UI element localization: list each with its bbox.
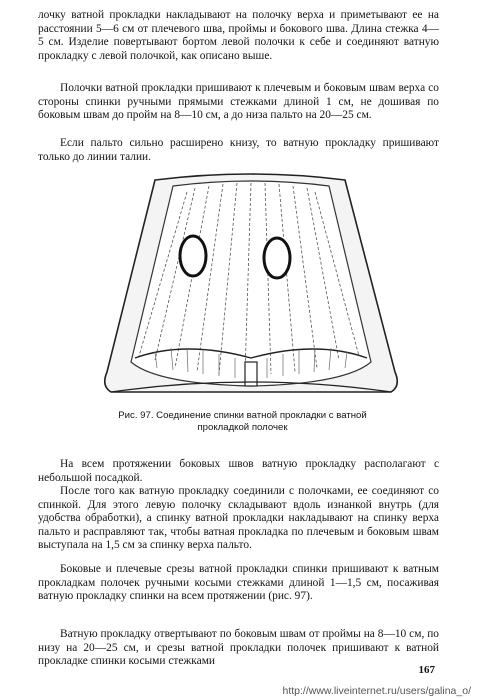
page-number: 167: [418, 664, 435, 676]
paragraph-5: После того как ватную прокладку соединили с полочками, ее соединяют со спинкой. Для этого левую полочку складывают вдоль изнанкой внутрь (для удобства обработки), а спинку ватной прокладки накладывают на спинку верха пальто и расправляют так, чтобы ватная прокладка по плечевым и боковым швам выступала на 1,5 см за спинку верха пальто.: [38, 485, 439, 552]
figure-caption: [70, 410, 415, 434]
coat-lining-drawing: [95, 172, 407, 404]
paragraph-3: Если пальто сильно расширено книзу, то ватную прокладку пришивают только до линии талии.: [38, 137, 439, 163]
caption-line-2: прокладкой полочек: [197, 422, 288, 433]
paragraph-4: На всем протяжении боковых швов ватную прокладку располагают с небольшой посадкой.: [38, 458, 439, 484]
caption-line-1: Рис. 97. Соединение спинки ватной прокладки с ватной: [118, 410, 367, 421]
paragraph-6: Боковые и плечевые срезы ватной прокладки спинки пришивают к ватным прокладкам полочек ручными косыми стежками длиной 1—1,5 см, посаживая ватную прокладку спинки на всем протяжении (рис. 97).: [38, 563, 439, 603]
figure-97-illustration: [95, 172, 407, 404]
paragraph-2: Полочки ватной прокладки пришивают к плечевым и боковым швам верха со стороны спинки ручными прямыми стежками длиной 1 см, не дошивая по боковым швам до пройм на 8—10 см, а до низа пальто на 20—25 см.: [38, 82, 439, 122]
paragraph-7: Ватную прокладку отвертывают по боковым швам от проймы на 8—10 см, по низу на 20—25 см, и срезы ватной прокладки полочек пришивают к ватной прокладке спинки косыми стежками: [38, 628, 439, 668]
watermark-url: http://www.liveinternet.ru/users/galina_o/: [282, 685, 471, 697]
paragraph-1: лочку ватной прокладки накладывают на полочку верха и приметывают ее на расстоянии 5—6 см от плечевого шва, проймы и бокового шва. Длина стежка 4—5 см. Изделие повертывают бортом левой полочки к себе и соединяют ватную прокладку с левой полочкой, как описано выше.: [38, 9, 439, 62]
